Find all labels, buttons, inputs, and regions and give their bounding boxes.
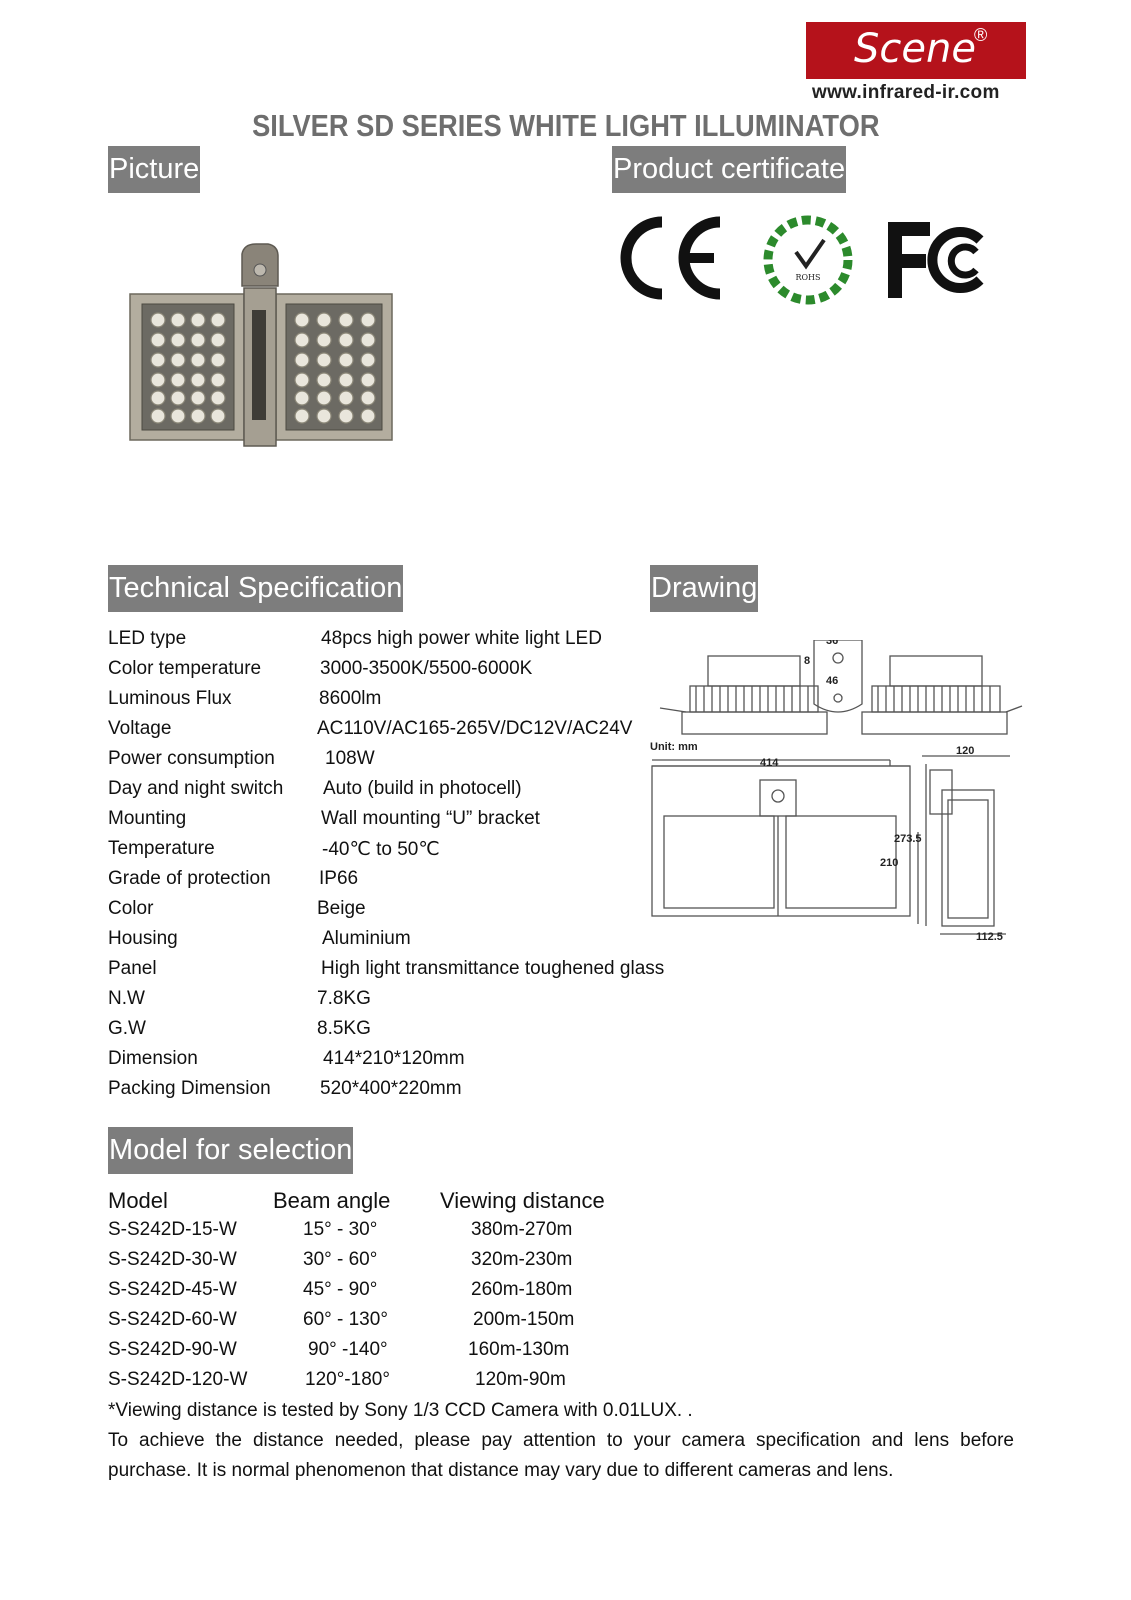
spec-key: Luminous Flux [108,688,232,709]
beam-cell: 90° -140° [308,1339,388,1360]
spec-value: IP66 [319,868,359,889]
spec-value: AC110V/AC165-265V/DC12V/AC24V [317,718,633,739]
spec-value: 414*210*120mm [323,1048,465,1069]
spec-key: Housing [108,928,178,949]
spec-value: 8600lm [319,688,382,709]
distance-disclaimer: To achieve the distance needed, please pay attention to your camera specification and lens before purchase. It is normal phenomenon that distance may vary due to different cameras and lens. [108,1430,1014,1481]
beam-column-header: Beam angle [273,1188,391,1213]
dim-112-5: 112.5 [976,931,1003,943]
beam-cell: 30° - 60° [303,1249,378,1270]
drawing-heading: Drawing [650,565,758,612]
spec-value: High light transmittance toughened glass [321,958,665,979]
beam-cell: 45° - 90° [303,1279,378,1300]
fcc-mark-icon [884,218,1004,304]
dim-36: 36 [826,640,839,647]
model-selection-heading: Model for selection [108,1127,353,1174]
registered-mark: ® [974,25,988,45]
spec-key: Power consumption [108,748,275,769]
rohs-mark-icon [760,212,856,308]
spec-key: Grade of protection [108,868,271,889]
model-column-header: Model [108,1188,168,1213]
beam-cell: 120°-180° [305,1369,390,1390]
ce-mark-icon [616,214,726,302]
dim-46: 46 [826,675,839,687]
dim-210: 210 [880,857,899,869]
spec-value: 108W [325,748,375,769]
beam-cell: 15° - 30° [303,1219,378,1240]
spec-value: 8.5KG [317,1018,371,1039]
model-cell: S-S242D-60-W [108,1309,237,1330]
spec-key: N.W [108,988,145,1009]
spec-value: Beige [317,898,366,919]
model-cell: S-S242D-15-W [108,1219,237,1240]
spec-value: 7.8KG [317,988,371,1009]
spec-value: 520*400*220mm [320,1078,462,1099]
dim-414: 414 [760,757,779,769]
distance-column-header: Viewing distance [440,1188,605,1213]
distance-cell: 260m-180m [471,1279,573,1300]
spec-value: Wall mounting “U” bracket [321,808,540,829]
spec-value: 3000-3500K/5500-6000K [320,658,533,679]
model-cell: S-S242D-30-W [108,1249,237,1270]
spec-key: Packing Dimension [108,1078,271,1099]
document-title: SILVER SD SERIES WHITE LIGHT ILLUMINATOR [252,108,880,143]
viewing-distance-note: *Viewing distance is tested by Sony 1/3 CCD Camera with 0.01LUX. . [108,1400,693,1421]
spec-key: Mounting [108,808,187,829]
dim-273-5: 273.5 [894,833,922,845]
technical-drawing [650,640,1030,970]
picture-heading: Picture [108,146,200,193]
rohs-label: ROHS [795,273,821,282]
spec-key: Temperature [108,838,215,859]
spec-key: Voltage [108,718,172,739]
spec-value: Auto (build in photocell) [323,778,522,799]
beam-cell: 60° - 130° [303,1309,388,1330]
website-url: www.infrared-ir.com [812,82,1000,103]
certificate-heading: Product certificate [612,146,846,193]
distance-cell: 200m-150m [473,1309,575,1330]
dim-120: 120 [956,745,975,757]
spec-key: Dimension [108,1048,198,1069]
unit-label: Unit: mm [650,741,698,753]
spec-value: -40℃ to 50℃ [322,839,440,860]
dim-8: 8 [804,655,811,667]
spec-key: G.W [108,1018,146,1039]
spec-value: 48pcs high power white light LED [321,628,602,649]
spec-key: Panel [108,958,157,979]
brand-name: Scene [854,26,976,72]
spec-key: LED type [108,628,187,649]
model-cell: S-S242D-45-W [108,1279,237,1300]
brand-logo [806,22,1026,79]
spec-key: Day and night switch [108,778,284,799]
distance-cell: 120m-90m [475,1369,566,1390]
model-cell: S-S242D-120-W [108,1369,248,1390]
distance-cell: 380m-270m [471,1219,573,1240]
spec-value: Aluminium [322,928,411,949]
product-photo [128,240,400,452]
model-cell: S-S242D-90-W [108,1339,237,1360]
distance-cell: 160m-130m [468,1339,570,1360]
tech-spec-heading: Technical Specification [108,565,403,612]
spec-key: Color temperature [108,658,262,679]
spec-key: Color [108,898,154,919]
distance-cell: 320m-230m [471,1249,573,1270]
